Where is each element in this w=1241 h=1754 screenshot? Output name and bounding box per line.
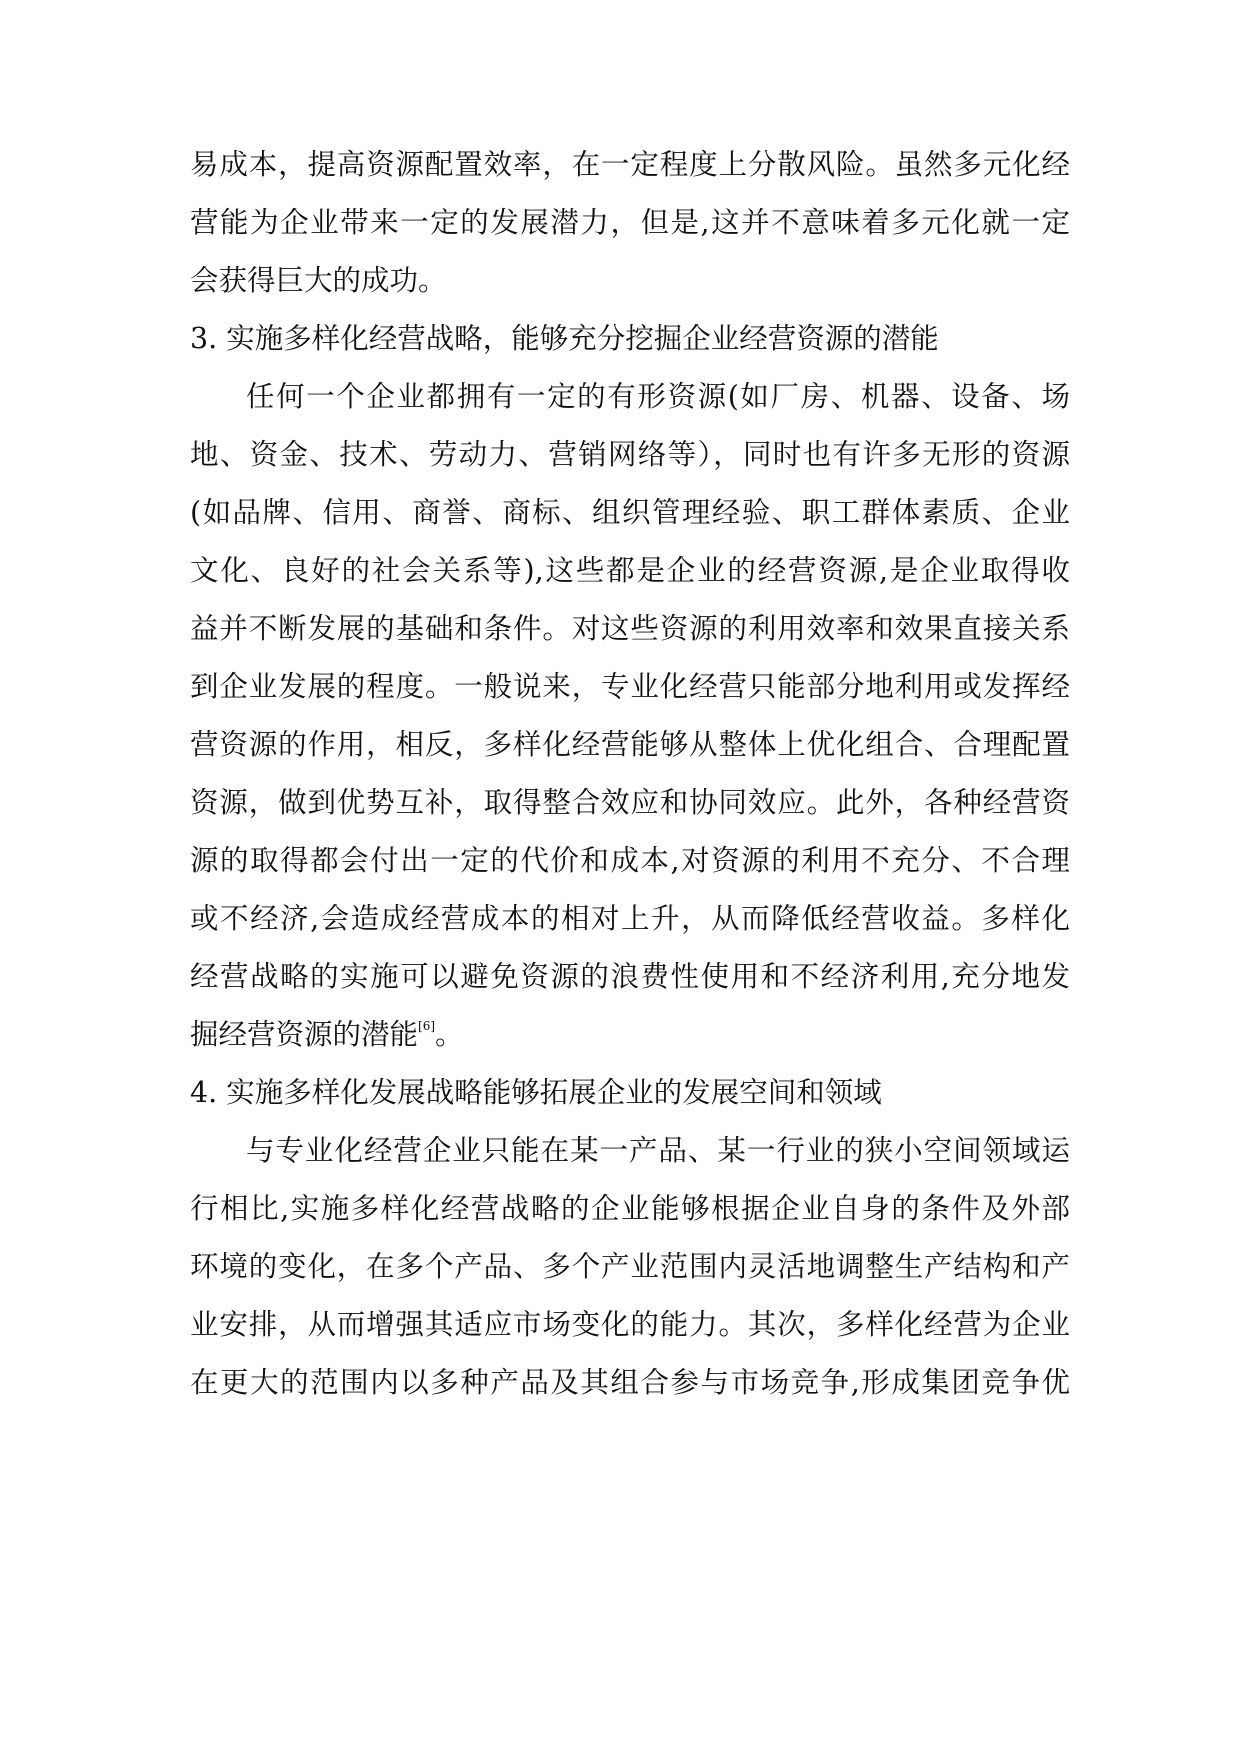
paragraph-1-line-3: 会获得巨大的成功。 [190, 264, 447, 297]
paragraph-3-line-4: 业安排，从而增强其适应市场变化的能力。其次，多样化经营为企业 [190, 1308, 1070, 1341]
citation-marker[interactable]: [6] [418, 1019, 436, 1033]
paragraph-2-last-punct: 。 [435, 1018, 464, 1051]
paragraph-3-line-1: 与专业化经营企业只能在某一产品、某一行业的狭小空间领域运 [246, 1134, 1070, 1167]
paragraph-2-line-9: 源的取得都会付出一定的代价和成本,对资源的利用不充分、不合理 [190, 844, 1070, 877]
paragraph-2-line-6: 到企业发展的程度。一般说来，专业化经营只能部分地利用或发挥经 [190, 670, 1070, 703]
paragraph-2-line-7: 营资源的作用，相反，多样化经营能够从整体上优化组合、合理配置 [190, 728, 1070, 761]
paragraph-2-line-2: 地、资金、技术、劳动力、营销网络等），同时也有许多无形的资源 [190, 438, 1070, 471]
paragraph-2-line-4: 文化、良好的社会关系等),这些都是企业的经营资源,是企业取得收 [190, 554, 1070, 587]
paragraph-2-line-12 [190, 1015, 1070, 1055]
paragraph-3-line-3: 环境的变化，在多个产品、多个产业范围内灵活地调整生产结构和产 [190, 1250, 1070, 1283]
section-heading-3: 3. 实施多样化经营战略，能够充分挖掘企业经营资源的潜能 [190, 322, 939, 355]
section-heading-4: 4. 实施多样化发展战略能够拓展企业的发展空间和领域 [190, 1076, 882, 1109]
paragraph-2-last-text: 掘经营资源的潜能 [190, 1018, 419, 1051]
paragraph-2-line-5: 益并不断发展的基础和条件。对这些资源的利用效率和效果直接关系 [190, 612, 1070, 645]
paragraph-2-line-8: 资源，做到优势互补，取得整合效应和协同效应。此外，各种经营资 [190, 786, 1070, 819]
paragraph-2-line-11: 经营战略的实施可以避免资源的浪费性使用和不经济利用,充分地发 [190, 960, 1070, 993]
paragraph-2-line-1: 任何一个企业都拥有一定的有形资源(如厂房、机器、设备、场 [246, 380, 1070, 413]
paragraph-3-line-2: 行相比,实施多样化经营战略的企业能够根据企业自身的条件及外部 [190, 1192, 1070, 1225]
paragraph-2-line-10: 或不经济,会造成经营成本的相对上升，从而降低经营收益。多样化 [190, 902, 1070, 935]
paragraph-2-line-3: (如品牌、信用、商誉、商标、组织管理经验、职工群体素质、企业 [190, 496, 1070, 529]
paragraph-3-line-5: 在更大的范围内以多种产品及其组合参与市场竞争,形成集团竞争优 [190, 1366, 1070, 1399]
paragraph-1-line-1: 易成本，提高资源配置效率，在一定程度上分散风险。虽然多元化经 [190, 148, 1070, 181]
paragraph-1-line-2: 营能为企业带来一定的发展潜力，但是,这并不意味着多元化就一定 [190, 206, 1070, 239]
